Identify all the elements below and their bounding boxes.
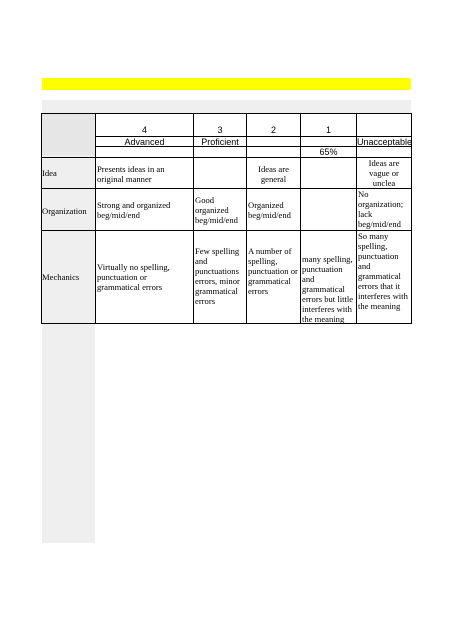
grid-line <box>246 113 247 324</box>
rubric-cell: A number of spelling, punctuation or grammatical errors <box>248 246 298 296</box>
level-number: 3 <box>217 125 223 135</box>
level-name: Unacceptable <box>357 137 413 147</box>
level-number: 4 <box>141 125 147 135</box>
level-name: Advanced <box>124 137 165 147</box>
grid-line <box>300 113 301 324</box>
rubric-cell: Organized beg/mid/end <box>248 200 291 220</box>
grid-line <box>41 230 412 231</box>
rubric-cell: Few spelling and punctuations errors, minor grammatical errors <box>195 246 240 306</box>
rubric-cell: Ideas are general <box>258 164 289 184</box>
grid-line <box>41 157 412 158</box>
rubric-cell: So many spelling, punctuation and grammatical errors that it interferes with the meaning <box>358 231 408 311</box>
rubric-cell: No organization; lack beg/mid/end <box>358 189 404 229</box>
rubric-cell: Virtually no spelling, punctuation or grammatical errors <box>97 262 170 292</box>
rubric-cell: many spelling, punctuation and grammatical errors but little interferes with the meaning <box>302 254 354 324</box>
percent-value: 65% <box>319 147 338 157</box>
level-name: Proficient <box>201 137 239 147</box>
rubric-cell: Presents ideas in an original manner <box>97 164 165 184</box>
grid-line <box>41 323 412 324</box>
grid-line <box>41 113 42 324</box>
level-number: 1 <box>325 125 331 135</box>
level-number: 2 <box>270 125 276 135</box>
criterion-label: Organization <box>42 206 87 216</box>
rubric-cell: Good organized beg/mid/end <box>195 195 238 225</box>
grid-line <box>41 188 412 189</box>
rubric-cell: Strong and organized beg/mid/end <box>97 200 171 220</box>
criterion-label: Mechanics <box>42 272 80 282</box>
rubric-cell: Ideas are vague or unclea <box>368 158 400 188</box>
grid-line <box>41 113 412 114</box>
criterion-label: Idea <box>42 168 57 178</box>
